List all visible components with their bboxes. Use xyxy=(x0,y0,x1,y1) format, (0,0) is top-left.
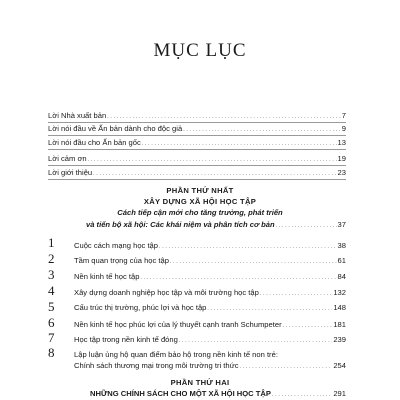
toc-entry-title: Xây dựng doanh nghiệp học tập và môi trường học tập xyxy=(74,288,259,297)
toc-entry-page: 37 xyxy=(337,220,346,229)
toc-entry-chapter-7[interactable] xyxy=(74,335,346,346)
toc-entry-page: 9 xyxy=(341,124,346,133)
toc-entry-chapter-8[interactable] xyxy=(74,361,346,372)
toc-entry-title: Chính sách thương mại trong môi trường tri thức xyxy=(74,361,239,370)
divider xyxy=(48,149,346,150)
divider xyxy=(48,165,346,166)
dot-leader xyxy=(240,361,333,372)
toc-entry-page: 38 xyxy=(337,241,346,250)
toc-entry-page: 13 xyxy=(337,138,346,147)
toc-entry-page: 7 xyxy=(341,111,346,120)
dot-leader xyxy=(93,168,336,179)
chapter-number: 7 xyxy=(48,330,55,345)
toc-entry-title: và tiến bộ xã hội: Các khái niệm và phân tích cơ bản xyxy=(86,220,275,229)
dot-leader xyxy=(140,272,336,283)
chapter-number: 5 xyxy=(48,299,55,314)
toc-entry-title: Tầm quan trọng của học tập xyxy=(74,256,169,265)
toc-entry-chapter-5[interactable] xyxy=(74,303,346,314)
toc-entry-part-one[interactable] xyxy=(86,220,346,231)
dot-leader xyxy=(260,288,332,299)
toc-entry-chapter-8-line1[interactable]: Lập luận ủng hộ quan điểm bảo hộ trong nền kinh tế non trẻ: xyxy=(74,350,278,359)
toc-entry-page: 148 xyxy=(333,303,346,312)
toc-entry-reader-preface[interactable] xyxy=(48,124,346,135)
toc-entry-page: 132 xyxy=(333,288,346,297)
part-one-title: XÂY DỰNG XÃ HỘI HỌC TẬP xyxy=(143,197,257,206)
chapter-number: 6 xyxy=(48,315,55,330)
part-one-subtitle: Cách tiếp cận mới cho tăng trưởng, phát triển xyxy=(117,208,283,217)
toc-entry-title: Lời giới thiệu xyxy=(48,168,93,177)
divider xyxy=(48,122,346,123)
dot-leader xyxy=(283,320,333,331)
dot-leader xyxy=(272,389,332,400)
toc-entry-publisher-note[interactable] xyxy=(48,111,346,122)
toc-entry-chapter-2[interactable] xyxy=(74,256,346,267)
toc-entry-title: Nền kinh tế học phúc lợi của lý thuyết cạnh tranh Schumpeter xyxy=(74,320,282,329)
toc-entry-chapter-6[interactable] xyxy=(74,320,346,331)
chapter-number: 8 xyxy=(48,345,55,360)
toc-entry-page: 239 xyxy=(333,335,346,344)
toc-entry-page: 19 xyxy=(337,154,346,163)
toc-entry-title: Nền kinh tế học tập xyxy=(74,272,140,281)
divider xyxy=(48,135,346,136)
toc-entry-title: Học tập trong nền kinh tế đóng xyxy=(74,335,178,344)
dot-leader xyxy=(170,256,337,267)
dot-leader xyxy=(183,124,341,135)
toc-entry-title: Cuộc cách mạng học tập xyxy=(74,241,159,250)
dot-leader xyxy=(88,154,337,165)
toc-entry-chapter-1[interactable] xyxy=(74,241,346,252)
toc-entry-acknowledgements[interactable] xyxy=(48,154,346,165)
toc-entry-page: 254 xyxy=(333,361,346,370)
toc-entry-introduction[interactable] xyxy=(48,168,346,179)
page-title: MỤC LỤC xyxy=(153,40,247,61)
dot-leader xyxy=(142,138,337,149)
part-one-label: PHẦN THỨ NHẤT xyxy=(166,186,234,195)
part-two-label: PHẦN THỨ HAI xyxy=(170,378,230,387)
dot-leader xyxy=(107,111,341,122)
toc-entry-title: Lời cảm ơn xyxy=(48,154,87,163)
dot-leader xyxy=(276,220,337,231)
chapter-number: 1 xyxy=(48,235,55,250)
toc-entry-chapter-4[interactable] xyxy=(74,288,346,299)
toc-entry-title: Cấu trúc thị trường, phúc lợi và học tập xyxy=(74,303,207,312)
toc-entry-original-preface[interactable] xyxy=(48,138,346,149)
toc-entry-page: 291 xyxy=(333,389,346,398)
dot-leader xyxy=(159,241,337,252)
toc-entry-title: NHỮNG CHÍNH SÁCH CHO MỘT XÃ HỘI HỌC TẬP xyxy=(90,389,271,398)
dot-leader xyxy=(179,335,332,346)
toc-entry-title: Lời nói đầu về Ấn bản dành cho độc giả xyxy=(48,124,183,133)
toc-entry-page: 181 xyxy=(333,320,346,329)
chapter-number: 4 xyxy=(48,283,55,298)
divider xyxy=(48,179,346,180)
toc-entry-title: Lời Nhà xuất bản xyxy=(48,111,107,120)
toc-entry-page: 61 xyxy=(337,256,346,265)
dot-leader xyxy=(207,303,332,314)
toc-entry-page: 23 xyxy=(337,168,346,177)
toc-entry-chapter-3[interactable] xyxy=(74,272,346,283)
toc-entry-page: 84 xyxy=(337,272,346,281)
chapter-number: 2 xyxy=(48,251,55,266)
toc-entry-part-two[interactable] xyxy=(90,389,346,400)
toc-entry-title: Lời nói đầu cho Ấn bản gốc xyxy=(48,138,141,147)
chapter-number: 3 xyxy=(48,267,55,282)
